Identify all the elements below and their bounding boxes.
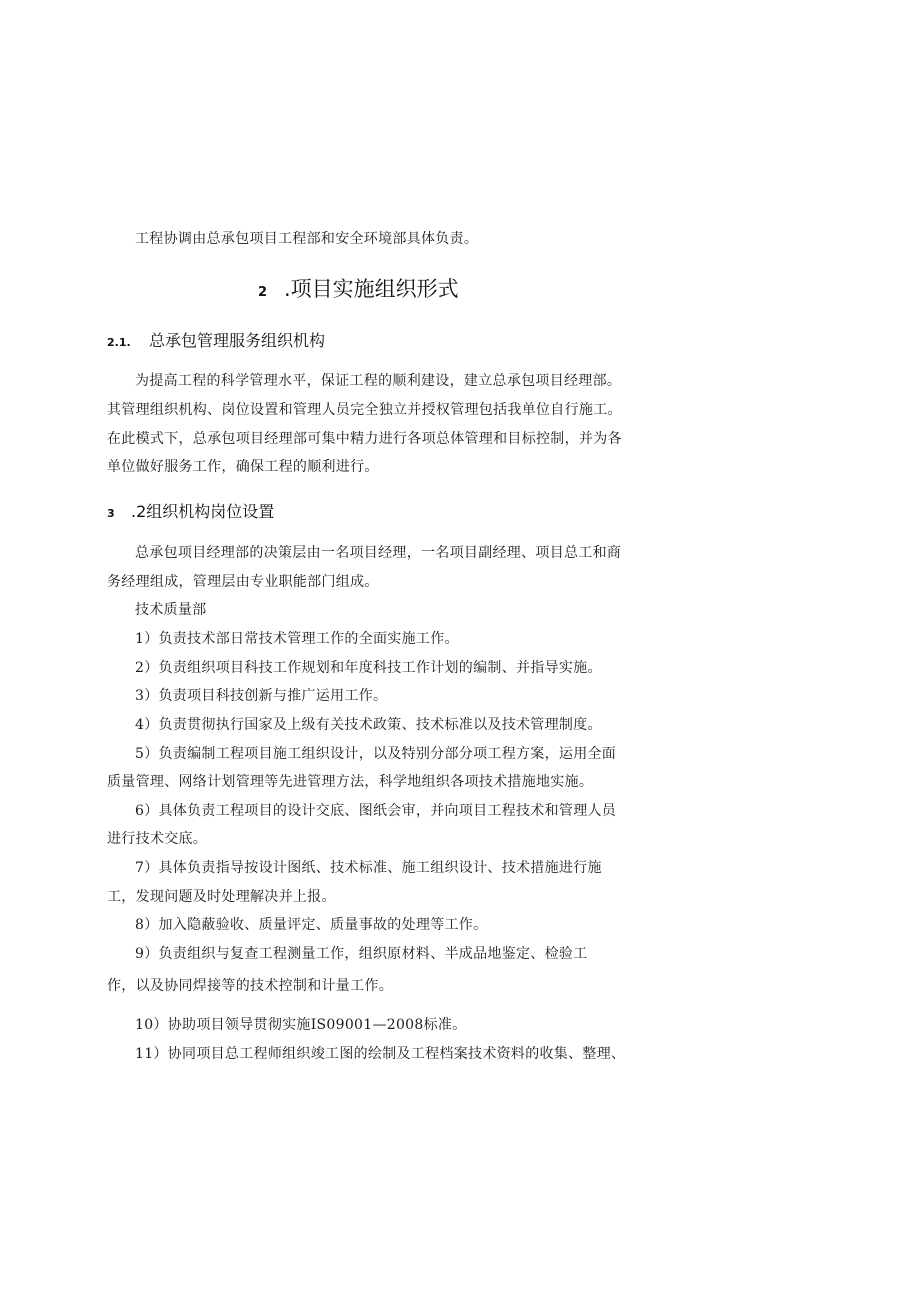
list-item-continuation: 进行技术交底。 (107, 831, 208, 847)
heading-2-1-number: 2.1. (107, 336, 131, 349)
heading-1-title: .项目实施组织形式 (284, 277, 459, 301)
heading-3-2-title: .2组织机构岗位设置 (131, 502, 275, 521)
heading-2-1-title: 总承包管理服务组织机构 (149, 331, 326, 350)
list-item: 3）负责项目科技创新与推广运用工作。 (135, 688, 388, 704)
intro-line: 工程协调由总承包项目工程部和安全环境部具体负责。 (135, 231, 479, 247)
list-item-continuation: 工，发现问题及时处理解决并上报。 (107, 889, 336, 905)
heading-2-1 (107, 331, 325, 353)
paragraph-line: 总承包项目经理部的决策层由一名项目经理，一名项目副经理、项目总工和商 (135, 545, 622, 561)
list-item: 6）具体负责工程项目的设计交底、图纸会审，并向项目工程技术和管理人员 (135, 803, 617, 819)
list-item: 11）协同项目总工程师组织竣工图的绘制及工程档案技术资料的收集、整理、 (135, 1046, 626, 1062)
list-item-continuation: 作，以及协同焊接等的技术控制和计量工作。 (107, 978, 393, 994)
list-item: 4）负责贯彻执行国家及上级有关技术政策、技术标准以及技术管理制度。 (135, 717, 602, 733)
paragraph-line: 单位做好服务工作，确保工程的顺利进行。 (107, 459, 379, 475)
list-item-continuation: 质量管理、网络计划管理等先进管理方法，科学地组织各项技术措施地实施。 (107, 774, 594, 790)
list-item: 8）加入隐蔽验收、质量评定、质量事故的处理等工作。 (135, 917, 488, 933)
paragraph-line: 务经理组成，管理层由专业职能部门组成。 (107, 574, 379, 590)
paragraph-line: 其管理组织机构、岗位设置和管理人员完全独立并授权管理包括我单位自行施工。 (107, 402, 622, 418)
list-item: 1）负责技术部日常技术管理工作的全面实施工作。 (135, 631, 459, 647)
heading-1-number: 2 (258, 285, 268, 300)
list-item: 9）负责组织与复查工程测量工作，组织原材料、半成品地鉴定、检验工 (135, 946, 588, 962)
paragraph-line: 为提高工程的科学管理水平，保证工程的顺利建设，建立总承包项目经理部。 (135, 373, 622, 389)
heading-1 (258, 276, 459, 306)
list-item: 5）负责编制工程项目施工组织设计，以及特别分部分项工程方案，运用全面 (135, 746, 617, 762)
list-item: 10）协助项目领导贯彻实施IS09001—2008标准。 (135, 1017, 467, 1033)
list-item: 2）负责组织项目科技工作规划和年度科技工作计划的编制、并指导实施。 (135, 660, 602, 676)
heading-3-2 (107, 502, 274, 524)
paragraph-line: 在此模式下，总承包项目经理部可集中精力进行各项总体管理和目标控制，并为各 (107, 431, 622, 447)
department-label: 技术质量部 (135, 602, 207, 618)
list-item: 7）具体负责指导按设计图纸、技术标准、施工组织设计、技术措施进行施 (135, 860, 602, 876)
heading-3-2-number: 3 (107, 507, 115, 520)
